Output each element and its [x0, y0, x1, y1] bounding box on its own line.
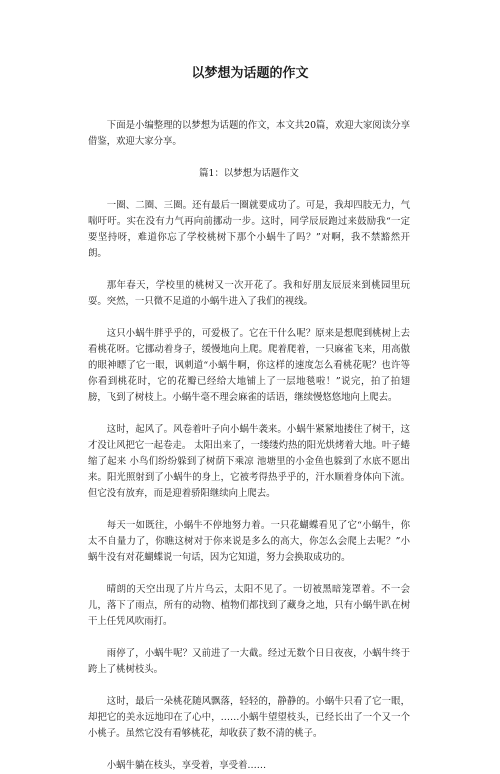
body-paragraph: 一圈、二圈、三圈。还有最后一圈就要成功了。可是，我却四肢无力，气喘吁吁。实在没有力气再向前挪动一步。这时，同学辰辰跑过来鼓励我“一定要坚持呀，难道你忘了学校桃树下那个小蜗牛了吗？”对啊，我不禁豁然开朗。 — [88, 200, 410, 259]
section-heading: 篇1：以梦想为话题作文 — [199, 168, 299, 179]
body-paragraph: 这时，起风了。风卷着叶子向小蜗牛袭来。小蜗牛紧紧地搂住了树干，这才没让风把它一起卷走。 太阳出来了，一缕缕灼热的阳光烘烤着大地。叶子蜷缩了起来 小鸟们纷纷躲到了树荫下乘凉 池塘里的小金鱼也躲到了水底不愿出来。阳光照射到了小蜗牛的身上，它被考得热乎乎的，汗水顺着身体向下流。但它没有放弃，而是迎着骄阳继续向上爬去。 — [88, 424, 410, 499]
body-paragraph: 小蜗牛躺在枝头，享受着，享受着…… — [106, 760, 267, 771]
intro-paragraph: 下面是小编整理的以梦想为话题的作文，本文共20篇，欢迎大家阅读分享借鉴，欢迎大家分享。 — [88, 120, 410, 147]
body-paragraph: 晴朗的天空出现了片片乌云，太阳不见了。一切被黑暗笼罩着。不一会儿，落下了雨点，所有的动物、植物们都找到了藏身之地，只有小蜗牛趴在树干上任凭风吹雨打。 — [88, 584, 410, 627]
document-body — [88, 118, 410, 774]
document-title: 以梦想为话题的作文 — [191, 66, 309, 81]
body-paragraph: 这只小蜗牛胖乎乎的，可爱极了。它在干什么呢？原来是想爬到桃树上去看桃花呀。它挪动着身子，缓慢地向上爬。爬着爬着，一只麻雀飞来，用高傲的眼神瞟了它一眼，讽刺道“小蜗牛啊，你这样的速度怎么看桃花呢？也许等你看到桃花时，它的花瓣已经给大地铺上了一层地毯啦！”说完，拍了拍翅膀，飞到了树枝上。小蜗牛毫不理会麻雀的话语，继续慢悠悠地向上爬去。 — [88, 328, 410, 403]
body-paragraph: 那年春天，学校里的桃树又一次开花了。我和好朋友辰辰来到桃园里玩耍。突然，一只微不足道的小蜗牛进入了我们的视线。 — [88, 280, 410, 307]
body-paragraph: 这时，最后一朵桃花随风飘落，轻轻的，静静的。小蜗牛只看了它一眼，却把它的美永远地印在了心中，……小蜗牛望望枝头，已经长出了一个又一个小桃子。虽然它没有看够桃花，却收获了数不清的桃子。 — [88, 696, 410, 739]
body-paragraph: 每天一如既往，小蜗牛不停地努力着。一只花蝴蝶看见了它“小蜗牛，你太不自量力了，你瞧这树对于你来说是多么的高大，你怎么会爬上去呢？”小蜗牛没有对花蝴蝶说一句话，因为它知道，努力会换取成功的。 — [88, 520, 410, 563]
body-paragraph: 雨停了，小蜗牛呢？又前进了一大截。经过无数个日日夜夜，小蜗牛终于跨上了桃树枝头。 — [88, 648, 410, 675]
